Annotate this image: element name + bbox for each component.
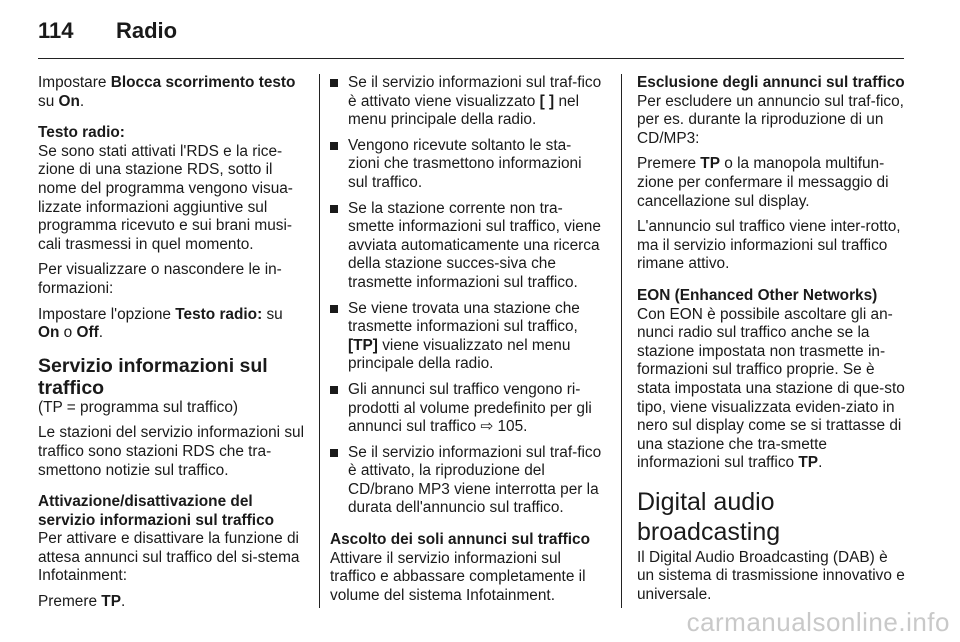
square-bullet-icon	[330, 205, 338, 213]
paragraph: Se sono stati attivati l'RDS e la rice-zione di una stazione RDS, sotto il nome del programma vengono visua-lizzate informazioni aggiuntive sul programma ricevuto e sui brani musi-cali trasmessi in quel momento.	[38, 142, 293, 253]
paragraph: Le stazioni del servizio informazioni sul traffico sono stazioni RDS che tra-smettono notizie sul traffico.	[38, 424, 305, 479]
bold-text: [ ]	[539, 92, 555, 110]
page-number: 114	[38, 18, 74, 43]
paragraph: Per attivare e disattivare la funzione di attesa annunci sul traffico del si-stema Infotainment:	[38, 530, 300, 585]
subheading: Esclusione degli annunci sul traffico	[637, 74, 905, 91]
text: Vengono ricevute soltanto le sta-zioni che trasmettono informazioni sul traffico.	[348, 136, 582, 191]
watermark: carmanualsonline.info	[686, 607, 950, 637]
square-bullet-icon	[330, 79, 338, 87]
text: .	[79, 92, 85, 110]
page-header	[38, 16, 904, 60]
text: Premere	[637, 155, 701, 173]
paragraph	[637, 306, 905, 473]
header-rule	[38, 58, 904, 59]
bold-text: Testo radio:	[175, 305, 263, 323]
list-item	[330, 137, 602, 193]
list-item	[330, 200, 602, 293]
paragraph: L'annuncio sul traffico viene inter-rotto, ma il servizio informazioni sul traffico rimane attivo.	[637, 218, 901, 273]
bold-text: TP	[798, 454, 819, 472]
page-reference[interactable]: ⇨ 105.	[480, 418, 528, 436]
bold-text: On	[38, 324, 60, 342]
text: nel menu principale della radio.	[348, 92, 579, 129]
paragraph	[38, 74, 306, 111]
bold-text: TP	[101, 593, 121, 611]
subheading: Attivazione/disattivazione del servizio informazioni sul traffico	[38, 493, 275, 529]
list-item	[330, 381, 602, 437]
column-divider	[621, 74, 622, 608]
bold-text: [TP]	[348, 336, 378, 354]
square-bullet-icon	[330, 142, 338, 150]
section-title: Radio	[116, 18, 178, 43]
bold-text: TP	[700, 155, 720, 173]
text: viene visualizzato nel menu principale della radio.	[348, 336, 571, 373]
text: Premere	[38, 593, 102, 611]
list-item	[330, 74, 602, 130]
text: o la manopola multifun-zione per confermare il messaggio di cancellazione sul display.	[637, 155, 889, 210]
section-heading: Digital audio broadcasting	[637, 487, 781, 546]
text: su	[38, 92, 59, 110]
text: Con EON è possibile ascoltare gli an-nunci radio sul traffico anche se la stazione impostata non trasmette in-formazioni sul traffico proprie. Se è stata impostata una stazione di que-sto tipo, viene visualizzata eviden-ziato in nero sul display come se si trattasse di una stazione che tra-smette informazioni sul traffico	[637, 305, 905, 472]
bold-text: Off	[76, 324, 99, 342]
text: .	[98, 324, 104, 342]
paragraph: Per visualizzare o nascondere le in-formazioni:	[38, 261, 282, 297]
square-bullet-icon	[330, 386, 338, 394]
bullet-list	[330, 74, 602, 518]
paragraph	[38, 306, 306, 343]
column-divider	[319, 74, 320, 608]
text: Se viene trovata una stazione che trasmette informazioni sul traffico,	[348, 299, 580, 336]
paragraph: Per escludere un annuncio sul traf-fico, per es. durante la riproduzione di un CD/MP3:	[637, 92, 904, 147]
list-item	[330, 444, 602, 518]
subheading: EON (Enhanced Other Networks)	[637, 286, 878, 304]
paragraph	[38, 593, 306, 612]
section-heading: Servizio informazioni sul traffico	[38, 354, 268, 399]
square-bullet-icon	[330, 449, 338, 457]
column-2	[330, 74, 602, 612]
paragraph: (TP = programma sul traffico)	[38, 398, 239, 416]
bold-text: On	[58, 92, 80, 110]
text: Impostare l'opzione	[38, 305, 176, 323]
text: Se la stazione corrente non tra-smette informazioni sul traffico, viene avviata automaticamente una ricerca della stazione succes-siva che trasmette informazioni sul traffico.	[348, 199, 601, 291]
paragraph: Il Digital Audio Broadcasting (DAB) è un sistema di trasmissione innovativo e universale.	[637, 548, 905, 604]
paragraph	[637, 155, 905, 211]
subheading: Testo radio:	[38, 124, 125, 142]
text: .	[818, 454, 823, 472]
text: su	[262, 305, 283, 323]
text: o	[59, 324, 77, 342]
text: Se il servizio informazioni sul traf-fico è attivato viene visualizzato	[348, 74, 602, 110]
text: Gli annunci sul traffico vengono ri-prodotti al volume predefinito per gli annunci sul traffico	[348, 380, 592, 436]
text: .	[120, 593, 126, 611]
paragraph: Attivare il servizio informazioni sul traffico e abbassare completamente il volume del sistema Infotainment.	[330, 549, 586, 604]
text: Impostare	[38, 74, 111, 91]
column-1	[38, 74, 306, 619]
column-3	[637, 74, 905, 612]
square-bullet-icon	[330, 305, 338, 313]
subheading: Ascolto dei soli annunci sul traffico	[330, 531, 590, 549]
text: Se il servizio informazioni sul traf-fico è attivato, la riproduzione del CD/brano MP3 viene interrotta per la durata dell'annuncio sul traffico.	[348, 443, 602, 517]
list-item	[330, 300, 602, 374]
bold-text: Blocca scorrimento testo	[110, 74, 296, 91]
